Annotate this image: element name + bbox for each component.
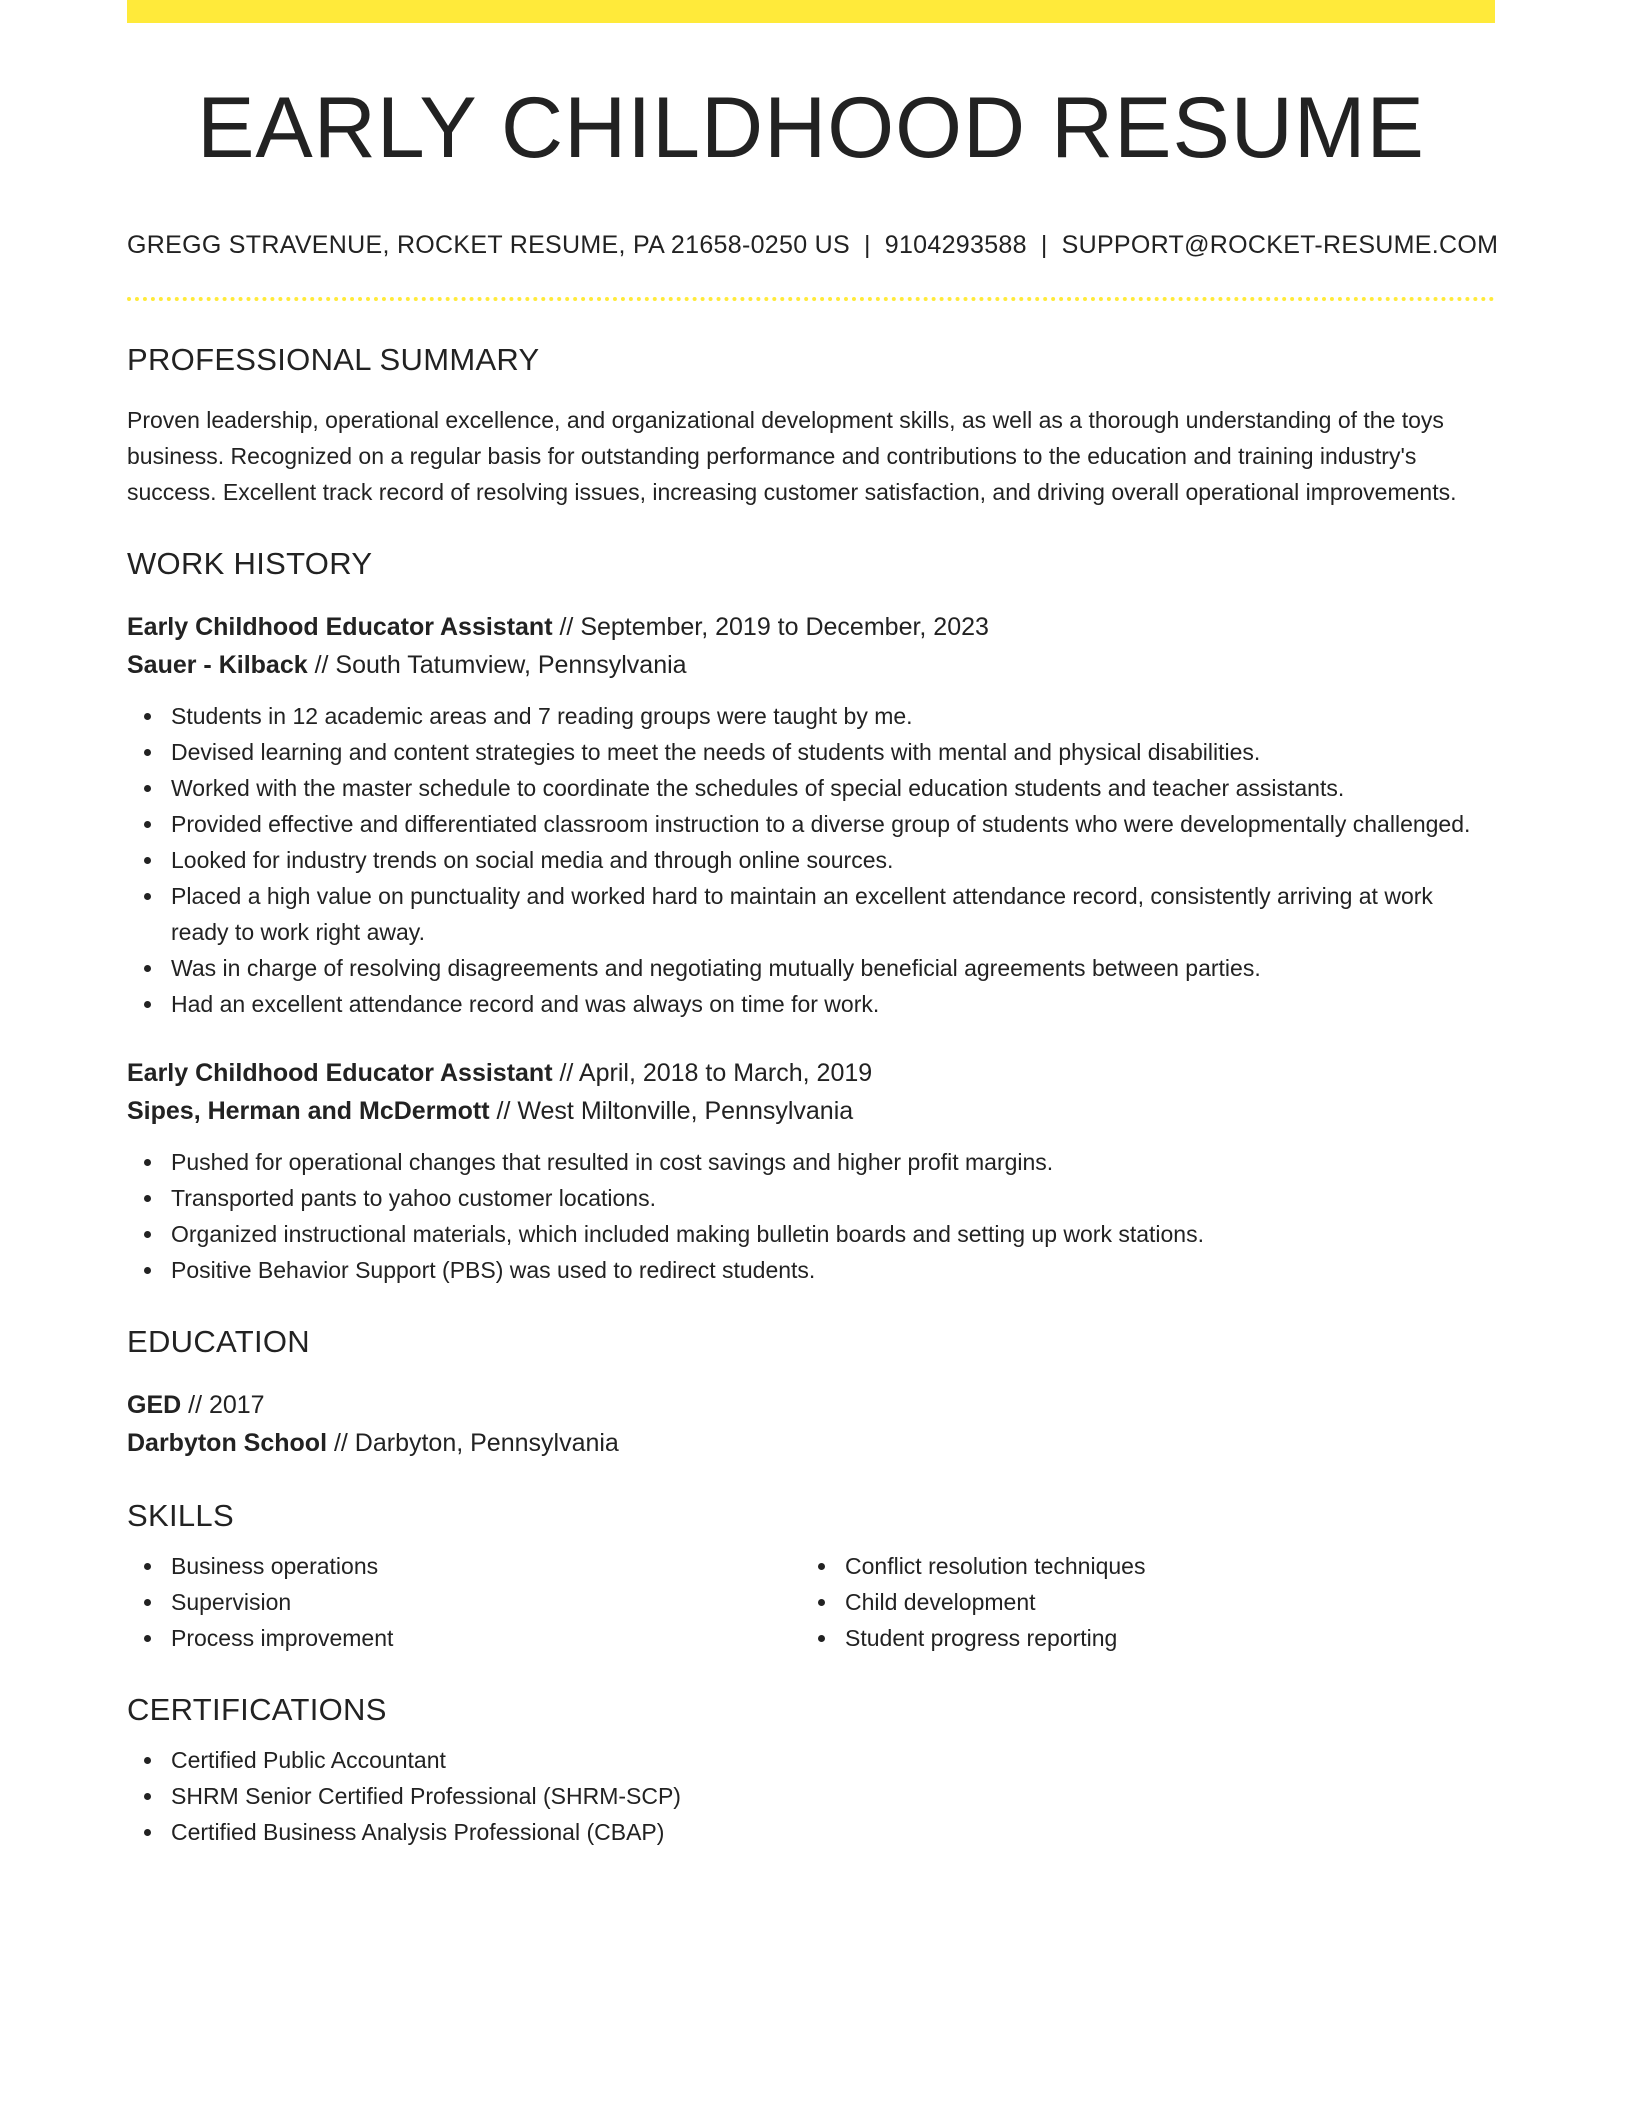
work-history-heading: WORK HISTORY <box>127 546 373 582</box>
list-item: Was in charge of resolving disagreements and negotiating mutually beneficial agreements between parties. <box>171 950 1495 986</box>
employer-name: Sipes, Herman and McDermott <box>127 1097 490 1126</box>
degree-line <box>127 1386 1495 1424</box>
list-item: Pushed for operational changes that resulted in cost savings and higher profit margins. <box>171 1144 1495 1180</box>
school-name: Darbyton School <box>127 1429 328 1458</box>
job-title: Early Childhood Educator Assistant <box>127 1059 553 1088</box>
contact-separator: | <box>1040 231 1048 260</box>
school-location: // Darbyton, Pennsylvania <box>327 1429 619 1458</box>
list-item: Had an excellent attendance record and was always on time for work. <box>171 986 1495 1022</box>
job-bullets <box>127 1144 1495 1288</box>
summary-text: Proven leadership, operational excellence, and organizational development skills, as well as a thorough understanding of the toys business. Recognized on a regular basis for outstanding performance and contributions to the education and training industry's success. Excellent track record of resolving issues, increasing customer satisfaction, and driving overall operational improvements. <box>127 407 1457 506</box>
school-line <box>127 1424 1495 1462</box>
resume-title: EARLY CHILDHOOD RESUME <box>197 80 1425 176</box>
job-title: Early Childhood Educator Assistant <box>127 613 553 642</box>
address-text: GREGG STRAVENUE, ROCKET RESUME, PA 21658-0250 US <box>127 231 850 260</box>
employer-location: // South Tatumview, Pennsylvania <box>307 651 687 680</box>
list-item: Provided effective and differentiated classroom instruction to a diverse group of students who were developmentally challenged. <box>171 806 1495 842</box>
employer-line <box>127 646 1495 684</box>
employer-location: // West Miltonville, Pennsylvania <box>489 1097 854 1126</box>
degree-name: GED <box>127 1391 182 1420</box>
skills-left-list <box>127 1548 801 1656</box>
skills-heading: SKILLS <box>127 1498 234 1534</box>
list-item: Process improvement <box>171 1620 801 1656</box>
list-item: Conflict resolution techniques <box>845 1548 1475 1584</box>
dotted-divider <box>127 297 1495 301</box>
list-item: Certified Business Analysis Professional (CBAP) <box>171 1814 1495 1850</box>
list-item: SHRM Senior Certified Professional (SHRM-SCP) <box>171 1778 1495 1814</box>
accent-bar <box>127 0 1495 23</box>
list-item: Looked for industry trends on social media and through online sources. <box>171 842 1495 878</box>
contact-line <box>127 231 1499 260</box>
skills-grid <box>127 1548 1495 1656</box>
summary-heading: PROFESSIONAL SUMMARY <box>127 342 540 378</box>
job-bullets <box>127 698 1495 1022</box>
list-item: Student progress reporting <box>845 1620 1475 1656</box>
degree-year: // 2017 <box>181 1391 265 1420</box>
list-item: Students in 12 academic areas and 7 reading groups were taught by me. <box>171 698 1495 734</box>
list-item: Business operations <box>171 1548 801 1584</box>
list-item: Organized instructional materials, which included making bulletin boards and setting up work stations. <box>171 1216 1495 1252</box>
email-text: SUPPORT@ROCKET-RESUME.COM <box>1061 231 1499 260</box>
resume-page <box>127 0 1499 1850</box>
list-item: Supervision <box>171 1584 801 1620</box>
skills-right-list <box>801 1548 1475 1656</box>
list-item: Certified Public Accountant <box>171 1742 1495 1778</box>
list-item: Placed a high value on punctuality and worked hard to maintain an excellent attendance record, consistently arriving at work ready to work right away. <box>171 878 1495 950</box>
list-item: Transported pants to yahoo customer locations. <box>171 1180 1495 1216</box>
job-title-line <box>127 1054 1495 1092</box>
employer-name: Sauer - Kilback <box>127 651 308 680</box>
job-dates: // September, 2019 to December, 2023 <box>552 613 989 642</box>
list-item: Child development <box>845 1584 1475 1620</box>
contact-separator: | <box>863 231 871 260</box>
certifications-heading: CERTIFICATIONS <box>127 1692 387 1728</box>
list-item: Devised learning and content strategies to meet the needs of students with mental and physical disabilities. <box>171 734 1495 770</box>
list-item: Positive Behavior Support (PBS) was used to redirect students. <box>171 1252 1495 1288</box>
list-item: Worked with the master schedule to coordinate the schedules of special education students and teacher assistants. <box>171 770 1495 806</box>
certifications-list <box>127 1742 1495 1850</box>
job-entry <box>127 608 1495 1022</box>
phone-text: 9104293588 <box>884 231 1027 260</box>
employer-line <box>127 1092 1495 1130</box>
job-dates: // April, 2018 to March, 2019 <box>552 1059 873 1088</box>
education-heading: EDUCATION <box>127 1324 310 1360</box>
job-title-line <box>127 608 1495 646</box>
job-entry <box>127 1054 1495 1288</box>
